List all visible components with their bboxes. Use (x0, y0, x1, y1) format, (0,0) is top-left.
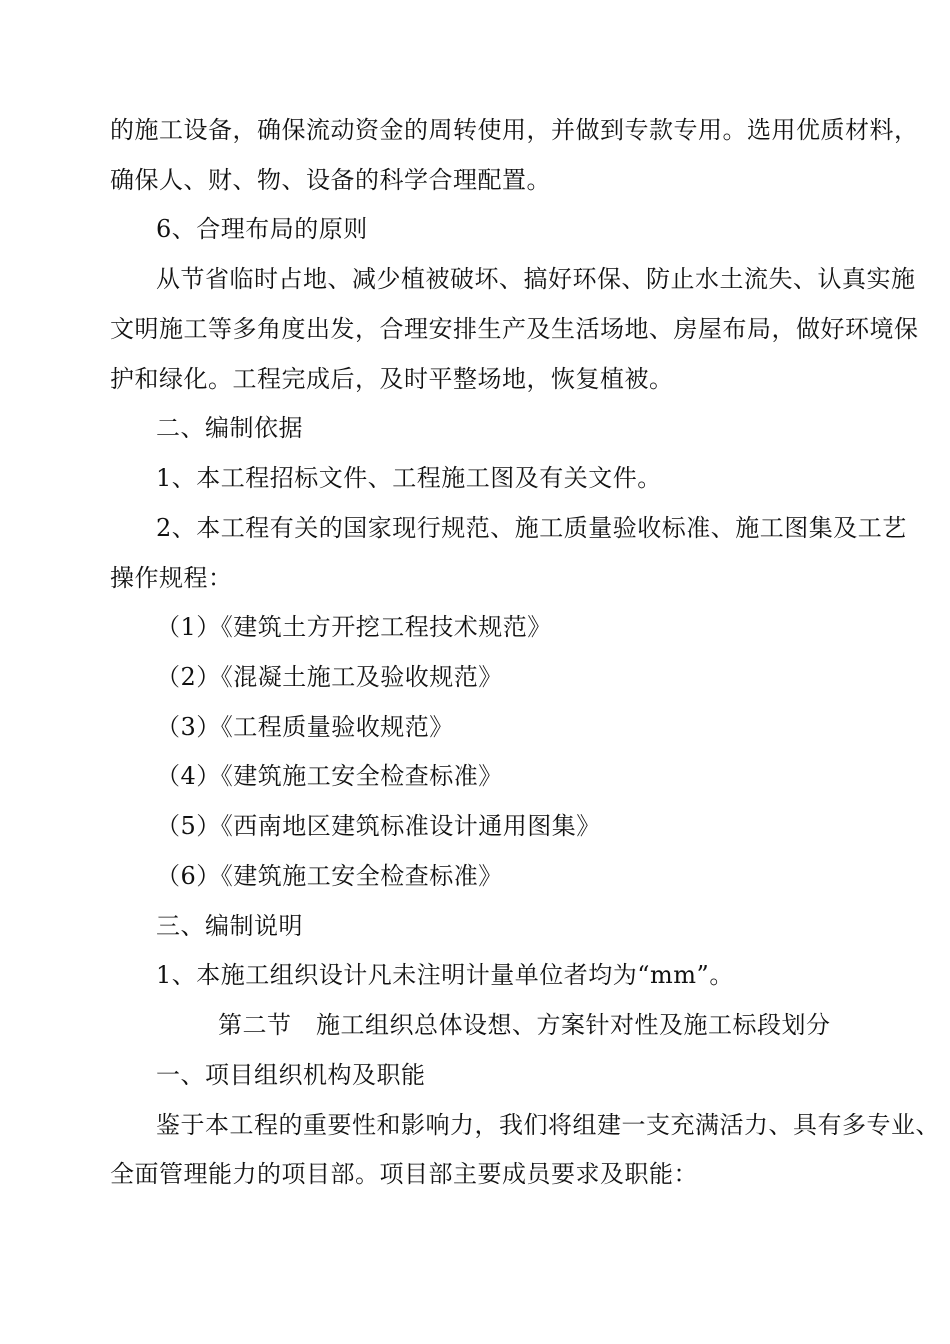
chapter-heading: 第二节 施工组织总体设想、方案针对性及施工标段划分 (218, 1011, 831, 1039)
paragraph-line: 1、本工程招标文件、工程施工图及有关文件。 (156, 464, 662, 492)
list-item: （1）《建筑土方开挖工程技术规范》 (156, 613, 552, 641)
list-item: （3）《工程质量验收规范》 (156, 713, 454, 741)
list-item: （6）《建筑施工安全检查标准》 (156, 862, 503, 890)
paragraph-line: 的施工设备，确保流动资金的周转使用，并做到专款专用。选用优质材料， (110, 116, 919, 144)
section-heading: 二、编制依据 (156, 414, 303, 442)
paragraph-line: 1、本施工组织设计凡未注明计量单位者均为“mm”。 (156, 961, 734, 989)
paragraph-line: 文明施工等多角度出发，合理安排生产及生活场地、房屋布局，做好环境保 (110, 315, 919, 343)
list-item: （5）《西南地区建筑标准设计通用图集》 (156, 812, 601, 840)
paragraph-line: 鉴于本工程的重要性和影响力，我们将组建一支充满活力、具有多专业、 (156, 1111, 940, 1139)
section-heading: 三、编制说明 (156, 912, 303, 940)
paragraph-line: 2、本工程有关的国家现行规范、施工质量验收标准、施工图集及工艺 (156, 514, 907, 542)
paragraph-line: 全面管理能力的项目部。项目部主要成员要求及职能： (110, 1160, 698, 1188)
paragraph-line: 护和绿化。工程完成后，及时平整场地，恢复植被。 (110, 365, 674, 393)
paragraph-line: 从节省临时占地、减少植被破坏、搞好环保、防止水土流失、认真实施 (156, 265, 916, 293)
section-heading: 一、项目组织机构及职能 (156, 1061, 426, 1089)
list-item: （2）《混凝土施工及验收规范》 (156, 663, 503, 691)
list-item: （4）《建筑施工安全检查标准》 (156, 762, 503, 790)
paragraph-line: 操作规程： (110, 564, 233, 592)
paragraph-line: 确保人、财、物、设备的科学合理配置。 (110, 166, 551, 194)
section-heading: 6、合理布局的原则 (156, 215, 368, 243)
